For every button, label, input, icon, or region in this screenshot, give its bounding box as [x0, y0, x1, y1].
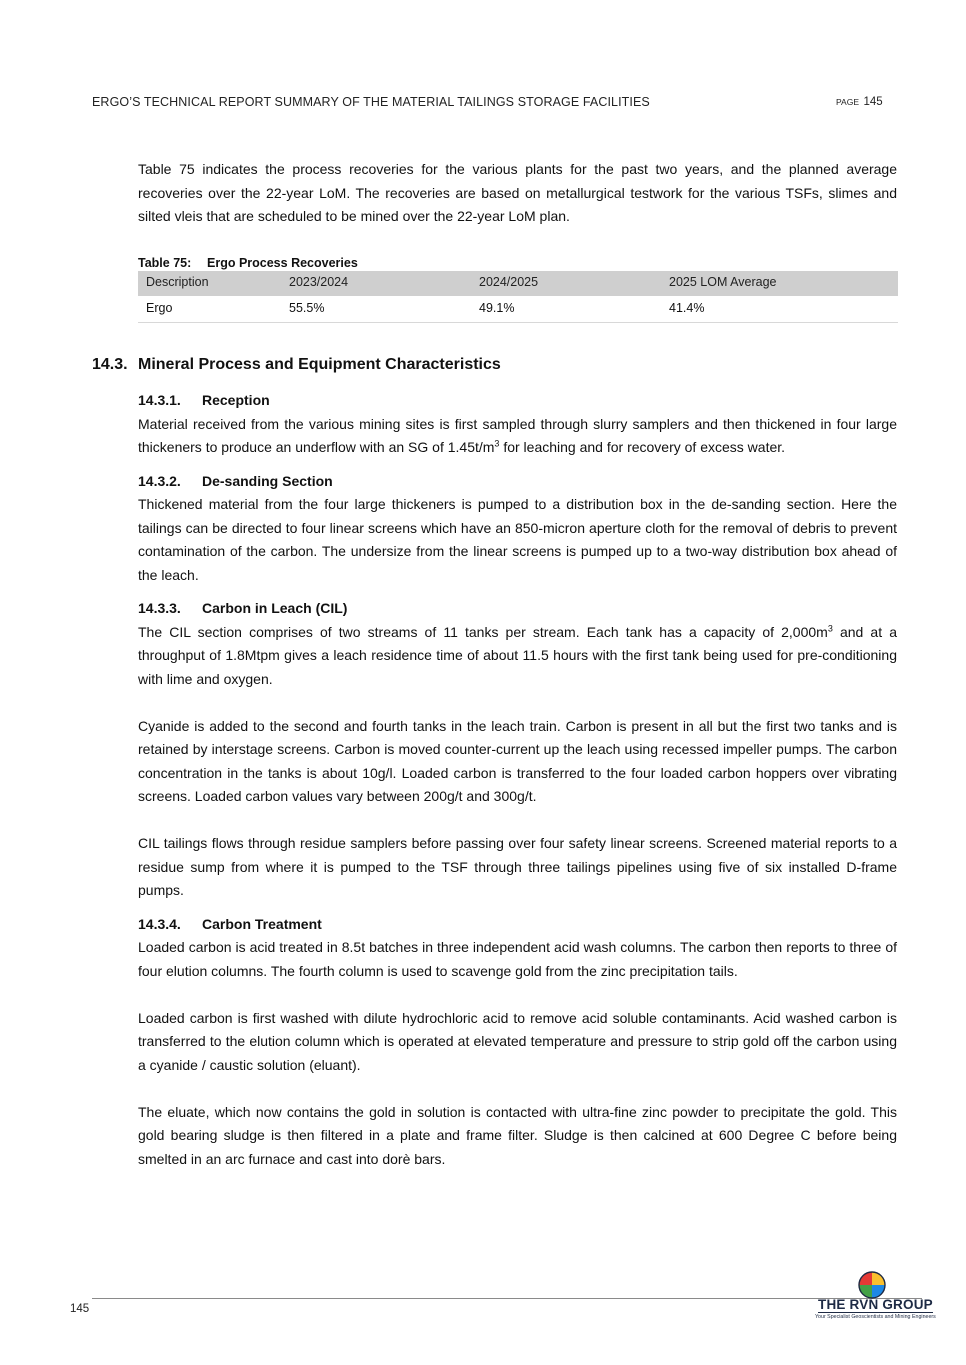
col-description: Description — [138, 271, 281, 296]
logo-wheel-icon — [812, 1270, 934, 1300]
logo-tagline: Your Specialist Geoscientists and Mining Engineers — [815, 1314, 936, 1320]
subsection-number: 14.3.1. — [138, 392, 181, 408]
reception-paragraph — [138, 413, 897, 460]
subsection-title: De-sanding Section — [202, 472, 333, 489]
subsection-title: Carbon Treatment — [202, 915, 322, 932]
reception-text-end: for leaching and for recovery of excess water. — [499, 439, 786, 455]
section-title: Mineral Process and Equipment Characteristics — [138, 356, 501, 373]
subsection-number: 14.3.4. — [138, 915, 181, 932]
subsection-heading-cil — [138, 597, 897, 621]
col-lom-average: 2025 LOM Average — [661, 271, 898, 296]
footer-page-number: 145 — [70, 1303, 90, 1315]
recoveries-table — [138, 271, 898, 323]
superscript: 3 — [827, 622, 833, 633]
subsection-heading-reception — [138, 389, 897, 413]
page-number: 145 — [863, 96, 883, 108]
intro-paragraph: Table 75 indicates the process recoveries for the various plants for the past two years, and the planned average recoveries over the 22-year LoM. The recoveries are based on metallurgical testwork for the various TSFs, slimes and silted vleis that are scheduled to be mined over the 22-year LoM plan. — [138, 161, 897, 224]
table-caption-title: Ergo Process Recoveries — [207, 255, 358, 270]
carbon-treatment-paragraph-2: Loaded carbon is first washed with dilute hydrochloric acid to remove acid soluble contaminants. Acid washed carbon is transferred to the elution column which is operated at elevated temperature and pressure to strip gold off the carbon using a cyanide / caustic solution (eluant). — [138, 1009, 897, 1073]
desanding-paragraph: Thickened material from the four large thickeners is pumped to a distribution box in the de-sanding section. Here the tailings can be directed to four linear screens which have an 850-micron aperture cloth for the removal of debris to prevent contamination of the carbon. The undersize from the linear screens is pumped up to a two-way distribution box ahead of the leach. — [138, 496, 897, 583]
intro-block — [138, 158, 897, 323]
section-number: 14.3. — [92, 356, 128, 373]
reception-text: Material received from the various mining sites is first sampled through slurry samplers and then thickened in four large thickeners to produce an underflow with an SG of 1.45t/m — [138, 415, 897, 455]
cell-description: Ergo — [138, 296, 281, 323]
col-2023-2024: 2023/2024 — [281, 271, 471, 296]
rvn-group-logo — [812, 1270, 934, 1324]
cil-paragraph-2: Cyanide is added to the second and fourth tanks in the leach train. Carbon is present in all but the first two tanks and is retained by interstage screens. Carbon is moved counter-current up the leach using recessed impeller pumps. The carbon concentration in the tanks is about 10g/l. Loaded carbon is transferred to the four loaded carbon hoppers over vibrating screens. Loaded carbon values vary between 200g/t and 300g/t. — [138, 717, 897, 804]
section-heading — [92, 356, 501, 374]
carbon-treatment-paragraph-1: Loaded carbon is acid treated in 8.5t batches in three independent acid wash columns. The carbon then reports to three of four elution columns. The fourth column is used to scavenge gold from the zinc precipitation tails. — [138, 939, 897, 979]
cell-2023-2024: 55.5% — [281, 296, 471, 323]
cell-lom-average: 41.4% — [661, 296, 898, 323]
table-caption-number: Table 75: — [138, 255, 192, 270]
cil-paragraph-3: CIL tailings flows through residue samplers before passing over four safety linear screens. Screened material reports to a residue sump from where it is pumped to the TSF through three tailings pipelines using five of six installed D-frame pumps. — [138, 835, 897, 898]
page-label: PAGE — [836, 97, 859, 107]
carbon-treatment-paragraph-3: The eluate, which now contains the gold in solution is contacted with ultra-fine zinc powder to precipitate the gold. This gold bearing sludge is then filtered in a plate and frame filter. Sludge is then calcined at 600 Degree C before being smelted in an arc furnace and cast into dorè bars. — [138, 1103, 897, 1167]
cell-2024-2025: 49.1% — [471, 296, 661, 323]
subsection-heading-desanding — [138, 470, 897, 494]
subsection-title: Carbon in Leach (CIL) — [202, 600, 348, 616]
header-title: ERGO’S TECHNICAL REPORT SUMMARY OF THE MATERIAL TAILINGS STORAGE FACILITIES — [92, 95, 650, 109]
col-2024-2025: 2024/2025 — [471, 271, 661, 296]
table-caption — [138, 255, 897, 271]
subsection-heading-carbon-treatment — [138, 913, 897, 937]
logo-name: THE RVN GROUP — [818, 1297, 933, 1312]
footer-divider — [92, 1298, 922, 1299]
cil-text-end: and at a throughput of 1.8Mtpm gives a leach residence time of about 11.5 hours with the first tank being used for pre-conditioning with lime and oxygen. — [138, 623, 897, 687]
cil-paragraph-1 — [138, 621, 897, 692]
subsection-number: 14.3.2. — [138, 472, 181, 489]
table-header-row — [138, 271, 898, 296]
subsection-title: Reception — [202, 392, 270, 408]
subsection-number: 14.3.3. — [138, 600, 181, 616]
table-row — [138, 296, 898, 323]
superscript: 3 — [494, 438, 500, 449]
cil-text: The CIL section comprises of two streams of 11 tanks per stream. Each tank has a capacity of 2,000m — [138, 623, 828, 640]
section-body — [138, 389, 897, 1171]
header-page-number — [836, 92, 883, 110]
